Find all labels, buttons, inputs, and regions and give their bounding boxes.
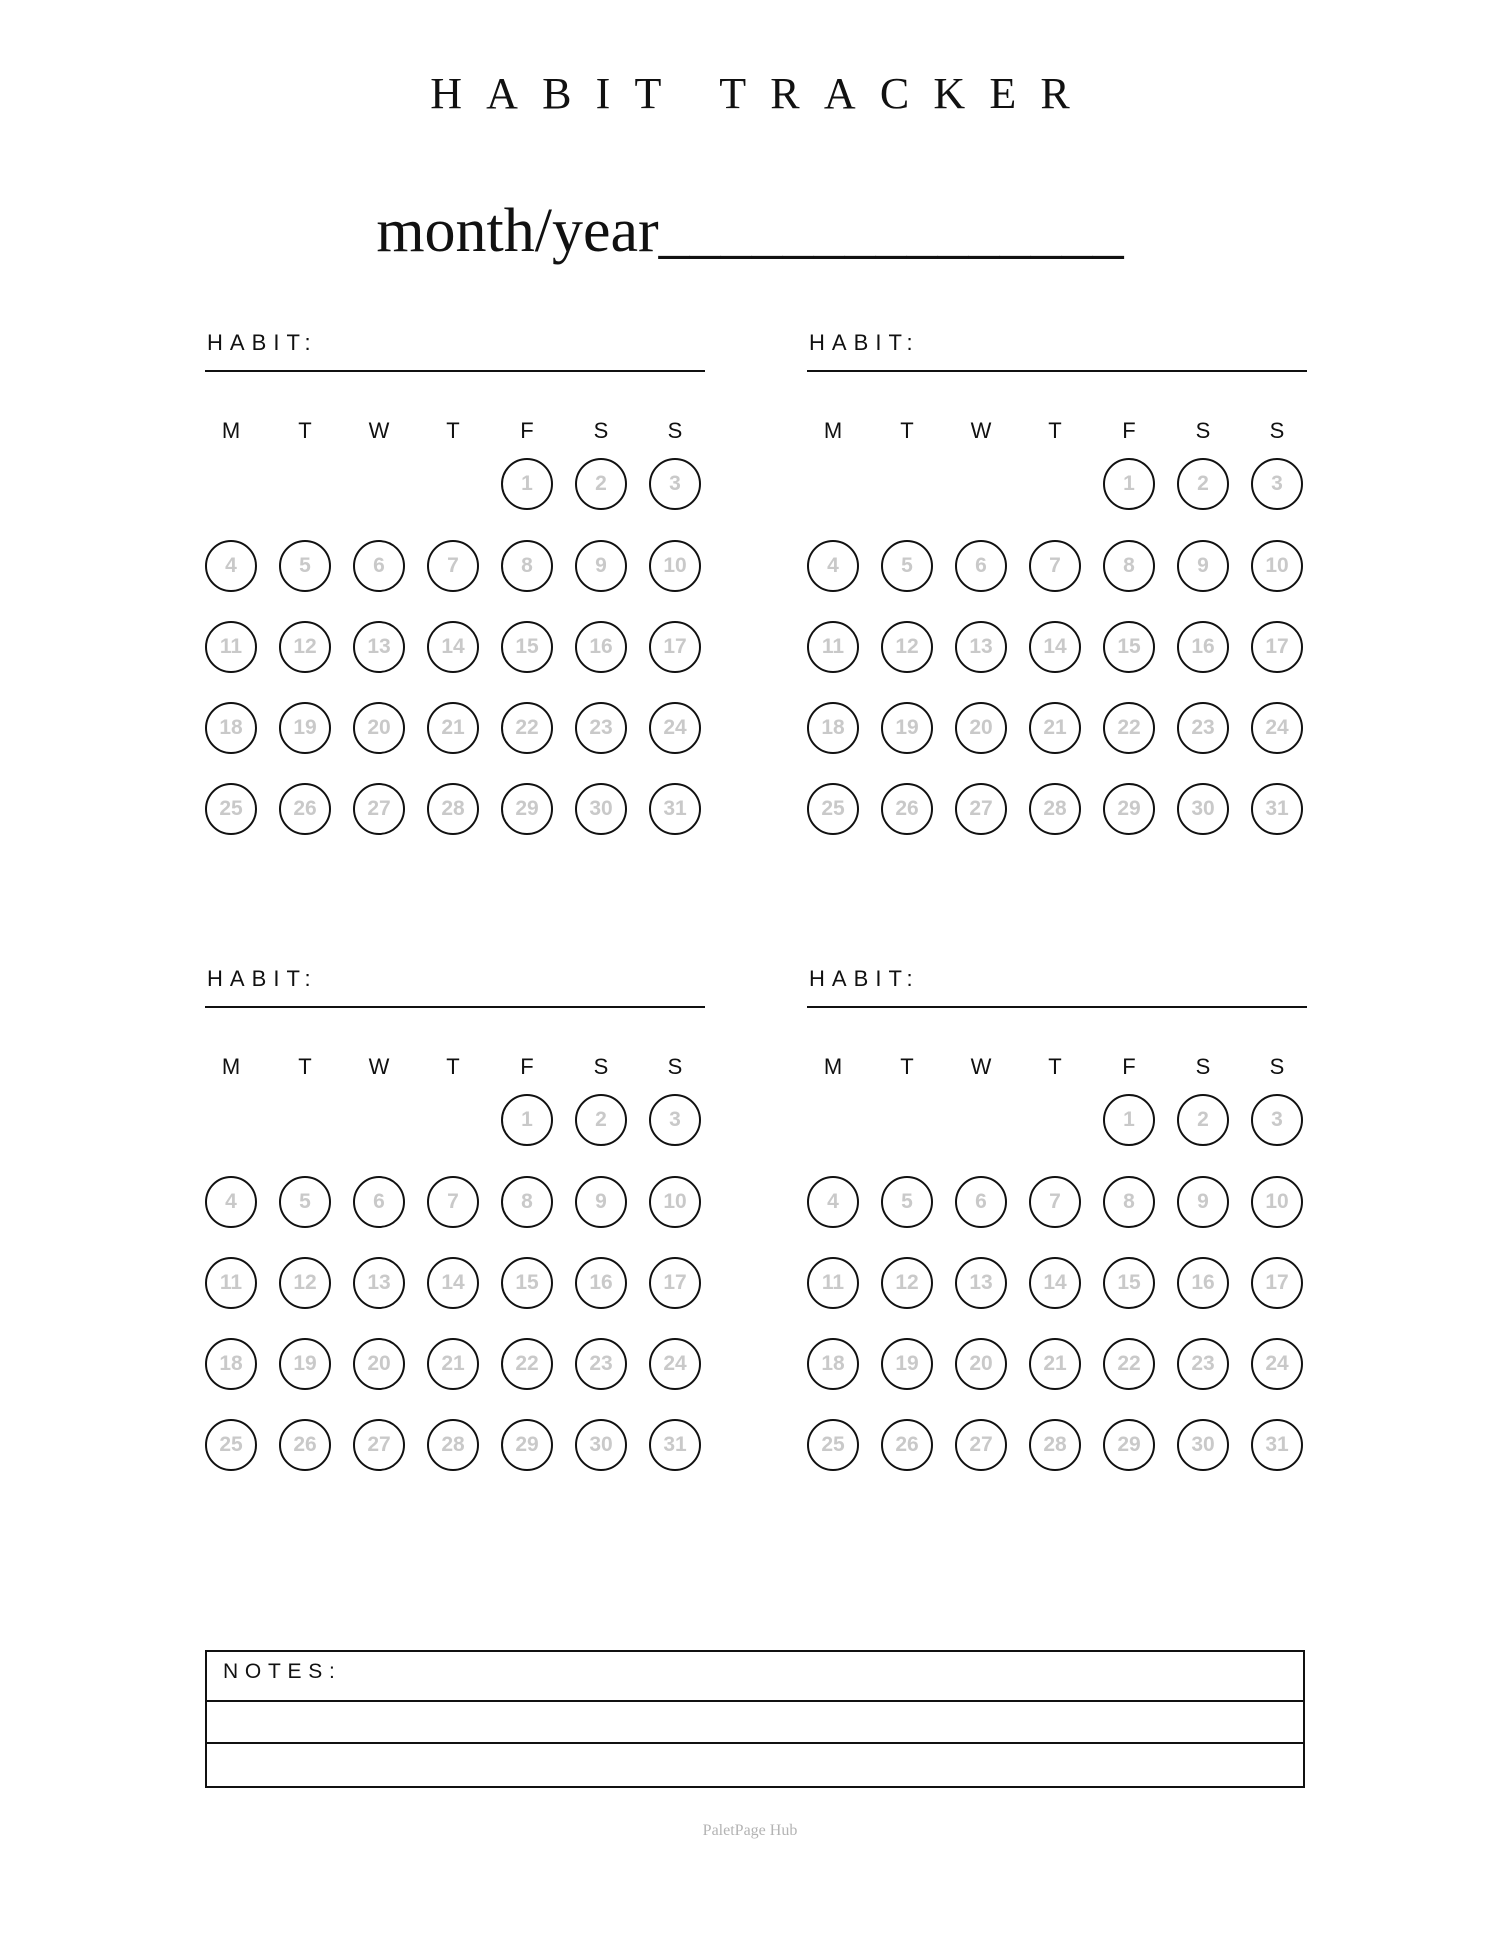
habit-name-line[interactable]: [807, 370, 1307, 372]
weekday-header: M: [823, 1054, 843, 1079]
weekday-header: F: [520, 418, 534, 443]
day-circle[interactable]: 16: [1177, 621, 1229, 673]
day-circle[interactable]: 6: [955, 540, 1007, 592]
day-circle[interactable]: 23: [575, 1338, 627, 1390]
day-circle[interactable]: 22: [1103, 1338, 1155, 1390]
day-circle[interactable]: 8: [501, 1176, 553, 1228]
weekday-header: T: [446, 1054, 460, 1079]
day-circle[interactable]: 1: [501, 1094, 553, 1146]
day-circle[interactable]: 6: [353, 1176, 405, 1228]
day-circle[interactable]: 20: [353, 702, 405, 754]
day-circles: [807, 458, 1307, 838]
day-circle[interactable]: 5: [881, 1176, 933, 1228]
day-circle[interactable]: 15: [1103, 621, 1155, 673]
day-circle[interactable]: 3: [649, 458, 701, 510]
day-circle[interactable]: 8: [1103, 1176, 1155, 1228]
day-circle[interactable]: 13: [353, 621, 405, 673]
day-circle[interactable]: 24: [1251, 702, 1303, 754]
day-circle[interactable]: 15: [501, 1257, 553, 1309]
day-circle[interactable]: 7: [427, 540, 479, 592]
weekday-header: M: [221, 1054, 241, 1079]
notes-label: NOTES:: [223, 1660, 342, 1683]
habit-panel: [205, 966, 705, 1456]
day-circle[interactable]: 28: [427, 783, 479, 835]
day-circle[interactable]: 20: [955, 1338, 1007, 1390]
day-circles: [807, 1094, 1307, 1474]
day-circle[interactable]: 8: [1103, 540, 1155, 592]
day-circle[interactable]: 30: [575, 1419, 627, 1471]
day-circle[interactable]: 21: [427, 1338, 479, 1390]
day-circle[interactable]: 15: [501, 621, 553, 673]
habit-panel: [807, 330, 1307, 820]
day-circle[interactable]: 10: [649, 1176, 701, 1228]
day-circle[interactable]: 18: [807, 702, 859, 754]
day-circle[interactable]: 11: [807, 1257, 859, 1309]
habit-name-line[interactable]: [205, 370, 705, 372]
day-circle[interactable]: 4: [205, 1176, 257, 1228]
day-circle[interactable]: 5: [279, 1176, 331, 1228]
day-circle[interactable]: 31: [649, 783, 701, 835]
weekday-header: M: [823, 418, 843, 443]
day-circle[interactable]: 9: [1177, 1176, 1229, 1228]
day-circle[interactable]: 19: [279, 702, 331, 754]
weekday-header-row: [807, 1054, 1307, 1084]
day-circle[interactable]: 16: [1177, 1257, 1229, 1309]
weekday-header: F: [520, 1054, 534, 1079]
day-circle[interactable]: 28: [427, 1419, 479, 1471]
footer-brand: PaletPage Hub: [702, 1822, 798, 1839]
day-circle[interactable]: 7: [1029, 1176, 1081, 1228]
day-circle[interactable]: 14: [1029, 621, 1081, 673]
day-circle[interactable]: 31: [1251, 783, 1303, 835]
weekday-header: S: [1195, 1054, 1211, 1079]
day-circle[interactable]: 12: [881, 621, 933, 673]
day-circle[interactable]: 2: [1177, 1094, 1229, 1146]
weekday-header: W: [970, 418, 992, 443]
day-circle[interactable]: 24: [649, 702, 701, 754]
weekday-header-row: [205, 1054, 705, 1084]
notes-line[interactable]: [207, 1702, 1303, 1744]
day-circle[interactable]: 7: [427, 1176, 479, 1228]
day-circle[interactable]: 2: [575, 458, 627, 510]
day-circle[interactable]: 24: [649, 1338, 701, 1390]
page-title: HABIT TRACKER: [430, 69, 1094, 118]
weekday-header: T: [900, 1054, 914, 1079]
day-circle[interactable]: 22: [1103, 702, 1155, 754]
day-circle[interactable]: 1: [1103, 1094, 1155, 1146]
day-circle[interactable]: 17: [649, 1257, 701, 1309]
day-circle[interactable]: 25: [807, 783, 859, 835]
day-circle[interactable]: 30: [1177, 1419, 1229, 1471]
day-circle[interactable]: 30: [1177, 783, 1229, 835]
weekday-header: W: [970, 1054, 992, 1079]
day-circle[interactable]: 14: [427, 1257, 479, 1309]
day-circle[interactable]: 26: [881, 1419, 933, 1471]
day-circle[interactable]: 29: [501, 1419, 553, 1471]
day-circle[interactable]: 23: [575, 702, 627, 754]
day-circle[interactable]: 4: [807, 1176, 859, 1228]
day-circle[interactable]: 27: [955, 783, 1007, 835]
day-circle[interactable]: 16: [575, 1257, 627, 1309]
day-circle[interactable]: 18: [807, 1338, 859, 1390]
day-circle[interactable]: 22: [501, 1338, 553, 1390]
notes-line[interactable]: [207, 1744, 1303, 1786]
weekday-header: T: [900, 418, 914, 443]
day-circle[interactable]: 14: [427, 621, 479, 673]
day-circle[interactable]: 21: [1029, 702, 1081, 754]
weekday-header: S: [1195, 418, 1211, 443]
day-circle[interactable]: 29: [1103, 1419, 1155, 1471]
day-circle[interactable]: 8: [501, 540, 553, 592]
day-circle[interactable]: 3: [1251, 458, 1303, 510]
weekday-header: S: [1269, 1054, 1285, 1079]
day-circle[interactable]: 13: [955, 621, 1007, 673]
day-circle[interactable]: 16: [575, 621, 627, 673]
day-circle[interactable]: 14: [1029, 1257, 1081, 1309]
weekday-header: S: [667, 418, 683, 443]
weekday-header: M: [221, 418, 241, 443]
day-circle[interactable]: 31: [649, 1419, 701, 1471]
day-circle[interactable]: 29: [1103, 783, 1155, 835]
day-circle[interactable]: 9: [1177, 540, 1229, 592]
day-circle[interactable]: 12: [881, 1257, 933, 1309]
weekday-header: F: [1122, 418, 1136, 443]
day-circle[interactable]: 19: [881, 1338, 933, 1390]
weekday-header: T: [446, 418, 460, 443]
day-circle[interactable]: 17: [649, 621, 701, 673]
day-circle[interactable]: 20: [353, 1338, 405, 1390]
day-circle[interactable]: 28: [1029, 783, 1081, 835]
notes-box[interactable]: [205, 1650, 1305, 1788]
day-circle[interactable]: 19: [279, 1338, 331, 1390]
day-circle[interactable]: 25: [807, 1419, 859, 1471]
day-circle[interactable]: 31: [1251, 1419, 1303, 1471]
day-circle[interactable]: 2: [575, 1094, 627, 1146]
day-circle[interactable]: 11: [205, 621, 257, 673]
day-circle[interactable]: 3: [1251, 1094, 1303, 1146]
day-circle[interactable]: 12: [279, 621, 331, 673]
month-year-field[interactable]: month/year_______________: [376, 197, 1124, 265]
weekday-header-row: [807, 418, 1307, 448]
day-circle[interactable]: 11: [205, 1257, 257, 1309]
day-circle[interactable]: 7: [1029, 540, 1081, 592]
day-circle[interactable]: 27: [353, 783, 405, 835]
day-circle[interactable]: 20: [955, 702, 1007, 754]
weekday-header-row: [205, 418, 705, 448]
day-circle[interactable]: 13: [955, 1257, 1007, 1309]
day-circle[interactable]: 25: [205, 1419, 257, 1471]
day-circle[interactable]: 17: [1251, 621, 1303, 673]
day-circle[interactable]: 1: [1103, 458, 1155, 510]
weekday-header: S: [593, 418, 609, 443]
habit-label: HABIT:: [809, 330, 920, 355]
day-circle[interactable]: 27: [955, 1419, 1007, 1471]
day-circle[interactable]: 27: [353, 1419, 405, 1471]
day-circle[interactable]: 26: [279, 1419, 331, 1471]
day-circle[interactable]: 5: [881, 540, 933, 592]
weekday-header: S: [593, 1054, 609, 1079]
day-circle[interactable]: 25: [205, 783, 257, 835]
day-circles: [205, 458, 705, 838]
weekday-header: T: [1048, 1054, 1062, 1079]
day-circle[interactable]: 4: [807, 540, 859, 592]
day-circle[interactable]: 22: [501, 702, 553, 754]
weekday-header: T: [298, 418, 312, 443]
weekday-header: W: [368, 418, 390, 443]
habit-panel: [807, 966, 1307, 1456]
day-circle[interactable]: 1: [501, 458, 553, 510]
day-circle[interactable]: 19: [881, 702, 933, 754]
day-circle[interactable]: 9: [575, 1176, 627, 1228]
day-circle[interactable]: 2: [1177, 458, 1229, 510]
day-circle[interactable]: 9: [575, 540, 627, 592]
habit-label: HABIT:: [207, 330, 318, 355]
weekday-header: W: [368, 1054, 390, 1079]
habit-label: HABIT:: [809, 966, 920, 991]
day-circle[interactable]: 10: [1251, 540, 1303, 592]
weekday-header: T: [298, 1054, 312, 1079]
day-circle[interactable]: 10: [1251, 1176, 1303, 1228]
day-circle[interactable]: 21: [427, 702, 479, 754]
day-circle[interactable]: 10: [649, 540, 701, 592]
habit-name-line[interactable]: [807, 1006, 1307, 1008]
day-circle[interactable]: 26: [279, 783, 331, 835]
habit-name-line[interactable]: [205, 1006, 705, 1008]
day-circle[interactable]: 21: [1029, 1338, 1081, 1390]
day-circle[interactable]: 26: [881, 783, 933, 835]
day-circle[interactable]: 24: [1251, 1338, 1303, 1390]
day-circle[interactable]: 30: [575, 783, 627, 835]
day-circle[interactable]: 3: [649, 1094, 701, 1146]
day-circle[interactable]: 5: [279, 540, 331, 592]
habit-label: HABIT:: [207, 966, 318, 991]
weekday-header: S: [667, 1054, 683, 1079]
day-circle[interactable]: 29: [501, 783, 553, 835]
day-circle[interactable]: 15: [1103, 1257, 1155, 1309]
weekday-header: F: [1122, 1054, 1136, 1079]
day-circle[interactable]: 6: [955, 1176, 1007, 1228]
day-circle[interactable]: 23: [1177, 1338, 1229, 1390]
day-circle[interactable]: 4: [205, 540, 257, 592]
day-circles: [205, 1094, 705, 1474]
day-circle[interactable]: 23: [1177, 702, 1229, 754]
day-circle[interactable]: 6: [353, 540, 405, 592]
notes-header-row: [207, 1652, 1303, 1702]
weekday-header: S: [1269, 418, 1285, 443]
day-circle[interactable]: 11: [807, 621, 859, 673]
day-circle[interactable]: 28: [1029, 1419, 1081, 1471]
day-circle[interactable]: 12: [279, 1257, 331, 1309]
habit-panel: [205, 330, 705, 820]
day-circle[interactable]: 18: [205, 702, 257, 754]
day-circle[interactable]: 13: [353, 1257, 405, 1309]
weekday-header: T: [1048, 418, 1062, 443]
day-circle[interactable]: 18: [205, 1338, 257, 1390]
day-circle[interactable]: 17: [1251, 1257, 1303, 1309]
